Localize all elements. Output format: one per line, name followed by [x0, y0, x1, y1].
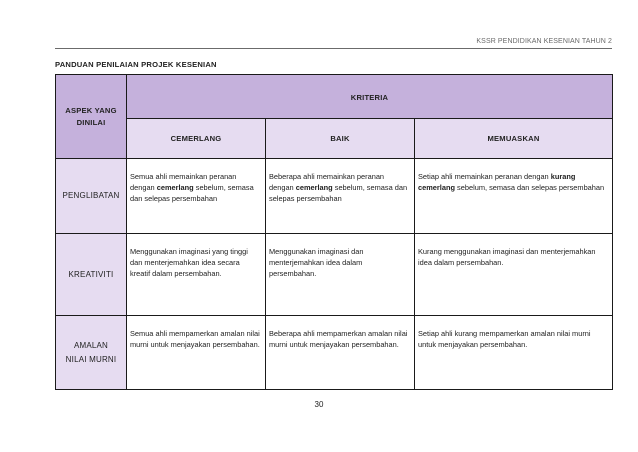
level-header-baik: BAIK [266, 119, 415, 159]
aspect-label-line1: KREATIVITI [68, 269, 114, 279]
criteria-cell: Semua ahli mempamerkan amalan nilai murni untuk menjayakan persembahan. [127, 316, 266, 390]
assessment-rubric-table [55, 74, 613, 390]
header-rule [55, 48, 612, 49]
aspect-header-line2: DINILAI [76, 117, 106, 127]
criteria-cell: Semua ahli memainkan peranan dengan cemerlang sebelum, semasa dan selepas persembahan [127, 159, 266, 234]
series-title: KSSR PENDIDIKAN KESENIAN TAHUN 2 [476, 38, 612, 45]
aspect-header-line1: ASPEK YANG [65, 105, 117, 115]
level-header-memuaskan: MEMUASKAN [415, 119, 613, 159]
table-row [56, 316, 613, 390]
aspect-label-line2: NILAI MURNI [65, 354, 117, 364]
criteria-cell: Kurang menggunakan imaginasi dan menterjemahkan idea dalam persembahan. [415, 234, 613, 316]
level-header-cemerlang: CEMERLANG [127, 119, 266, 159]
page-number: 30 [314, 400, 324, 409]
table-row [56, 234, 613, 316]
level-header-row [56, 119, 613, 159]
criteria-cell: Menggunakan imaginasi dan menterjemahkan idea dalam persembahan. [266, 234, 415, 316]
aspect-label-line1: AMALAN [73, 340, 109, 350]
criteria-header-row [56, 75, 613, 119]
criteria-header-cell: KRITERIA [127, 75, 613, 119]
table-row [56, 159, 613, 234]
aspect-cell [56, 159, 127, 234]
document-title: PANDUAN PENILAIAN PROJEK KESENIAN [55, 60, 217, 69]
criteria-cell: Setiap ahli memainkan peranan dengan kurang cemerlang sebelum, semasa dan selepas persembahan [415, 159, 613, 234]
criteria-cell: Menggunakan imaginasi yang tinggi dan menterjemahkan idea secara kreatif dalam persembahan. [127, 234, 266, 316]
aspect-header-cell [56, 75, 127, 159]
aspect-label-line1: PENGLIBATAN [62, 191, 120, 200]
aspect-cell [56, 234, 127, 316]
criteria-cell: Beberapa ahli mempamerkan amalan nilai murni untuk menjayakan persembahan. [266, 316, 415, 390]
criteria-cell: Setiap ahli kurang mempamerkan amalan nilai murni untuk menjayakan persembahan. [415, 316, 613, 390]
aspect-cell [56, 316, 127, 390]
criteria-cell: Beberapa ahli memainkan peranan dengan cemerlang sebelum, semasa dan selepas persembahan [266, 159, 415, 234]
